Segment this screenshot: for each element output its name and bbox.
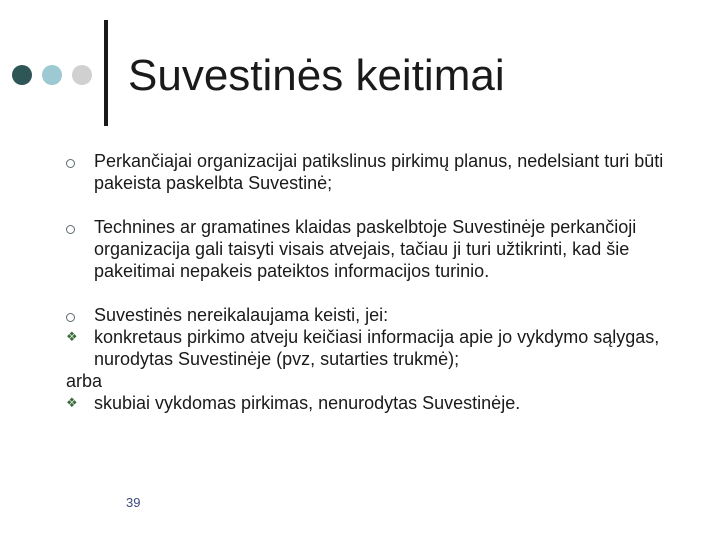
- ring-bullet-icon: [66, 151, 86, 173]
- bullet-text: Technines ar gramatines klaidas paskelbtoje Suvestinėje perkančioji organizacija gali taisyti visais atvejais, tačiau ji turi užtikrinti, kad šie pakeitimai nepakeis pateiktos informacijos turinio.: [94, 217, 637, 281]
- title-divider: [104, 20, 108, 126]
- bullet-text: Perkančiajai organizacijai patikslinus pirkimų planus, nedelsiant turi būti pakeista paskelbta Suvestinė;: [94, 151, 664, 193]
- sub-bullet-text: konkretaus pirkimo atveju keičiasi informacija apie jo vykdymo sąlygas, nurodytas Suvestinėje (pvz, sutarties trukmė);: [94, 327, 660, 369]
- connector-text: arba: [66, 371, 103, 391]
- decor-dot-light: [72, 65, 92, 85]
- sub-bullet-item: [66, 326, 676, 370]
- sub-bullet-item: [66, 392, 676, 414]
- bullet-item: [66, 216, 676, 282]
- ring-bullet-icon: [66, 217, 86, 239]
- page-number: 39: [126, 495, 141, 510]
- slide-body: [66, 150, 676, 414]
- diamond-bullet-icon: ❖: [66, 395, 78, 410]
- bullet-item: [66, 304, 676, 326]
- decor-dot-mid: [42, 65, 62, 85]
- diamond-bullet-icon: ❖: [66, 329, 78, 344]
- ring-bullet-icon: [66, 305, 86, 327]
- bullet-item: [66, 150, 676, 194]
- bullet-text: Suvestinės nereikalaujama keisti, jei:: [94, 305, 389, 325]
- decor-dot-dark: [12, 65, 32, 85]
- slide-title: Suvestinės keitimai: [128, 51, 505, 100]
- sub-bullet-text: skubiai vykdomas pirkimas, nenurodytas Suvestinėje.: [94, 393, 521, 413]
